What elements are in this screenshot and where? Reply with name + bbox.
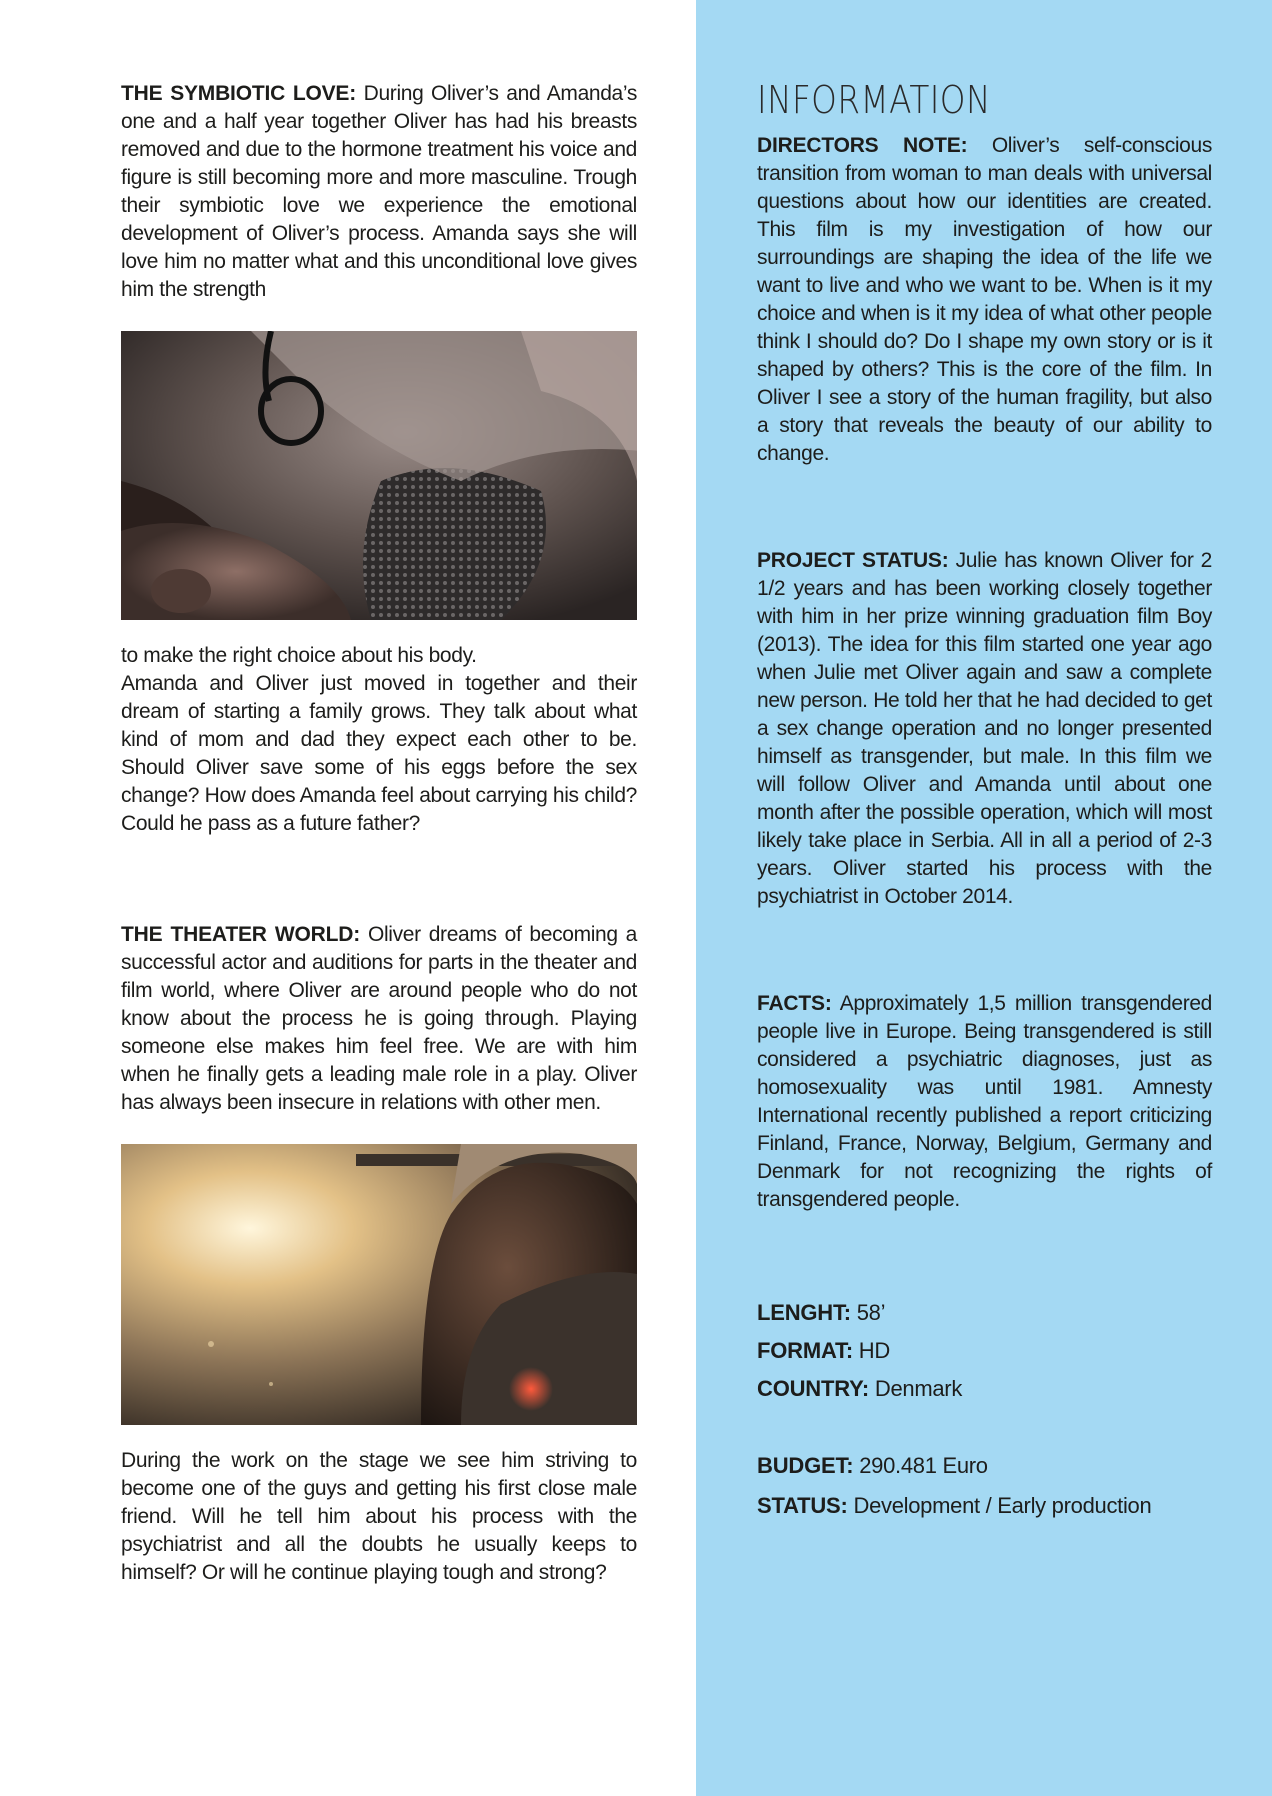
facts [757, 990, 1212, 1214]
directors-note [757, 132, 1212, 468]
spec-country-label: COUNTRY: [757, 1376, 870, 1401]
symbiotic-love-intro [121, 80, 637, 304]
theater-world-text: Oliver dreams of becoming a successful actor and auditions for parts in the theater and film world, where Oliver are around people who do not know about the process he is going through. Playing someone else makes him feel free. We are with him when he finally gets a leading male role in a play. Oliver has always been insecure in relations with other men. [121, 923, 638, 1114]
directors-note-text: Oliver’s self-conscious transition from woman to man deals with universal questions about how our identities are created. This film is my investigation of how our surroundings are shaping the idea of the life we want to live and who we want to be. When is it my choice and when is it my idea of what other people think I should do? Do I shape my own story or is it shaped by others? This is the core of the film. In Oliver I see a story of the human fragility, but also a story that reveals the beauty of our ability to change. [757, 134, 1212, 465]
symbiotic-love-continuation [121, 642, 637, 838]
facts-heading: FACTS: [757, 992, 832, 1015]
project-status-heading: PROJECT STATUS: [757, 549, 949, 572]
directors-note-heading: DIRECTORS NOTE: [757, 134, 968, 157]
spec-country-value: Denmark [874, 1376, 963, 1401]
spec-format [757, 1332, 1212, 1370]
status-label: STATUS: [757, 1493, 848, 1518]
couple-photo-image [121, 331, 637, 620]
budget-label: BUDGET: [757, 1453, 854, 1478]
project-status-text: Julie has known Oliver for 2 1/2 years and has been working closely together with him in her prize winning graduation film Boy (2013). The idea for this film started one year ago when Julie met Oliver again and saw a complete new person. He told her that he had decided to get a sex change operation and no longer presented himself as transgender, but male. In this film we will follow Oliver and Amanda until about one month after the possible operation, which will most likely take place in Serbia. All in all a period of 2-3 years. Oliver started his process with the psychiatrist in October 2014. [757, 549, 1212, 908]
status-value: Development / Early production [853, 1493, 1152, 1518]
theater-world-intro [121, 921, 637, 1117]
theater-photo [121, 1144, 637, 1425]
couple-photo [121, 331, 637, 620]
spec-length-label: LENGHT: [757, 1300, 851, 1325]
left-column [121, 80, 637, 1587]
symbiotic-continuation-line: to make the right choice about his body. [121, 644, 477, 667]
status-line [757, 1486, 1212, 1526]
symbiotic-love-heading: THE SYMBIOTIC LOVE: [121, 82, 357, 105]
information-panel-content [757, 78, 1212, 1526]
facts-text: Approximately 1,5 million transgendered people live in Europe. Being transgendered is still considered a psychiatric diagnoses, just as homosexuality was until 1981. Amnesty International recently published a report criticizing Finland, France, Norway, Belgium, Germany and Denmark for not recognizing the rights of transgendered people. [757, 992, 1212, 1211]
spec-format-label: FORMAT: [757, 1338, 853, 1363]
spec-length [757, 1294, 1212, 1332]
project-status [757, 547, 1212, 911]
budget-line [757, 1446, 1212, 1486]
theater-world-continuation: During the work on the stage we see him striving to become one of the guys and getting his first close male friend. Will he tell him about his process with the psychiatrist and all the doubts he usually keeps to himself? Or will he continue playing tough and strong? [121, 1449, 637, 1584]
budget-value: 290.481 Euro [859, 1453, 988, 1478]
specs-list [757, 1294, 1212, 1408]
information-title: INFORMATION [757, 78, 991, 122]
spec-length-value: 58’ [856, 1300, 886, 1325]
symbiotic-continuation-paragraph: Amanda and Oliver just moved in together and their dream of starting a family grows. They talk about what kind of mom and dad they expect each other to be. Should Oliver save some of his eggs before the sex change? How does Amanda feel about carrying his child? Could he pass as a future father? [121, 672, 637, 835]
theater-photo-image [121, 1144, 637, 1425]
symbiotic-love-text: During Oliver’s and Amanda’s one and a half year together Oliver has had his breasts removed and due to the hormone treatment his voice and figure is still becoming more and more masculine. Trough their symbiotic love we experience the emotional development of Oliver’s process. Amanda says she will love him no matter what and this unconditional love gives him the strength [121, 82, 637, 301]
spec-format-value: HD [858, 1338, 890, 1363]
spec-country [757, 1370, 1212, 1408]
theater-world-heading: THE THEATER WORLD: [121, 923, 360, 946]
budget-list [757, 1446, 1212, 1526]
information-panel [696, 0, 1272, 1796]
